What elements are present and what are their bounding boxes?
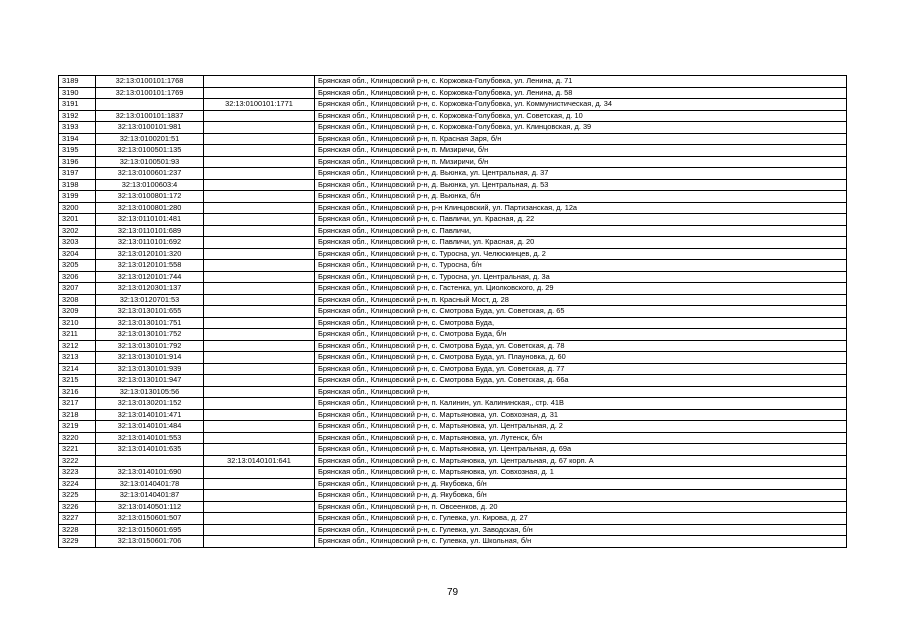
- address-cell: Брянская обл., Клинцовский р-н, п. Мизиричи, б/н: [315, 156, 847, 168]
- address-cell: Брянская обл., Клинцовский р-н, с. Коржовка-Голубовка, ул. Коммунистическая, д. 34: [315, 99, 847, 111]
- table-row: [59, 156, 847, 168]
- table-row: [59, 432, 847, 444]
- cadastral-number-alt-cell: [204, 467, 315, 479]
- cadastral-number-alt-cell: [204, 375, 315, 387]
- table-row: [59, 421, 847, 433]
- address-cell: Брянская обл., Клинцовский р-н, п. Овсеенков, д. 20: [315, 501, 847, 513]
- row-number-cell: 3207: [59, 283, 96, 295]
- row-number-cell: 3229: [59, 536, 96, 548]
- address-cell: Брянская обл., Клинцовский р-н, с. Павличи, ул. Красная, д. 22: [315, 214, 847, 226]
- address-cell: Брянская обл., Клинцовский р-н, с. Смотрова Буда, ул. Советская, д. 65: [315, 306, 847, 318]
- cadastral-number-alt-cell: [204, 352, 315, 364]
- row-number-cell: 3216: [59, 386, 96, 398]
- table-row: [59, 214, 847, 226]
- cadastral-number-cell: 32:13:0150601:695: [96, 524, 204, 536]
- address-cell: Брянская обл., Клинцовский р-н, с. Павличи, ул. Красная, д. 20: [315, 237, 847, 249]
- table-row: [59, 340, 847, 352]
- cadastral-number-cell: 32:13:0140401:87: [96, 490, 204, 502]
- cadastral-number-cell: 32:13:0100801:172: [96, 191, 204, 203]
- address-cell: Брянская обл., Клинцовский р-н, с. Смотрова Буда, ул. Советская, д. 77: [315, 363, 847, 375]
- row-number-cell: 3203: [59, 237, 96, 249]
- row-number-cell: 3224: [59, 478, 96, 490]
- address-cell: Брянская обл., Клинцовский р-н, с. Гулевка, ул. Школьная, б/н: [315, 536, 847, 548]
- cadastral-number-cell: 32:13:0100603:4: [96, 179, 204, 191]
- row-number-cell: 3194: [59, 133, 96, 145]
- row-number-cell: 3219: [59, 421, 96, 433]
- cadastral-number-alt-cell: [204, 202, 315, 214]
- row-number-cell: 3227: [59, 513, 96, 525]
- row-number-cell: 3191: [59, 99, 96, 111]
- address-cell: Брянская обл., Клинцовский р-н, с. Смотрова Буда, ул. Плауновка, д. 60: [315, 352, 847, 364]
- row-number-cell: 3193: [59, 122, 96, 134]
- table-row: [59, 248, 847, 260]
- table-row: [59, 76, 847, 88]
- cadastral-number-cell: 32:13:0140101:484: [96, 421, 204, 433]
- cadastral-number-alt-cell: [204, 421, 315, 433]
- address-cell: Брянская обл., Клинцовский р-н, п. Красная Заря, б/н: [315, 133, 847, 145]
- address-cell: Брянская обл., Клинцовский р-н, с. Туросна, ул. Центральная, д. 3а: [315, 271, 847, 283]
- cadastral-number-alt-cell: [204, 156, 315, 168]
- row-number-cell: 3199: [59, 191, 96, 203]
- cadastral-number-cell: 32:13:0130101:947: [96, 375, 204, 387]
- table-row: [59, 524, 847, 536]
- table-row: [59, 283, 847, 295]
- table-row: [59, 455, 847, 467]
- table-row: [59, 501, 847, 513]
- table-row: [59, 145, 847, 157]
- cadastral-number-cell: 32:13:0100601:237: [96, 168, 204, 180]
- cadastral-number-alt-cell: [204, 179, 315, 191]
- table-row: [59, 329, 847, 341]
- row-number-cell: 3196: [59, 156, 96, 168]
- table-row: [59, 237, 847, 249]
- address-cell: Брянская обл., Клинцовский р-н, с. Мартьяновка, ул. Центральная, д. 67 корп. А: [315, 455, 847, 467]
- cadastral-number-alt-cell: [204, 110, 315, 122]
- cadastral-number-cell: 32:13:0140101:471: [96, 409, 204, 421]
- cadastral-number-cell: 32:13:0130201:152: [96, 398, 204, 410]
- cadastral-number-cell: 32:13:0120101:744: [96, 271, 204, 283]
- cadastral-number-cell: 32:13:0100201:51: [96, 133, 204, 145]
- row-number-cell: 3210: [59, 317, 96, 329]
- cadastral-number-cell: 32:13:0110101:689: [96, 225, 204, 237]
- address-cell: Брянская обл., Клинцовский р-н, с. Смотрова Буда, б/н: [315, 329, 847, 341]
- row-number-cell: 3217: [59, 398, 96, 410]
- address-cell: Брянская обл., Клинцовский р-н, с. Мартьяновка, ул. Центральная, д. 69а: [315, 444, 847, 456]
- table-row: [59, 168, 847, 180]
- address-cell: Брянская обл., Клинцовский р-н, с. Гастенка, ул. Циолковского, д. 29: [315, 283, 847, 295]
- cadastral-number-cell: 32:13:0140101:690: [96, 467, 204, 479]
- table-row: [59, 225, 847, 237]
- cadastral-number-alt-cell: [204, 76, 315, 88]
- address-cell: Брянская обл., Клинцовский р-н,: [315, 386, 847, 398]
- row-number-cell: 3226: [59, 501, 96, 513]
- table-row: [59, 179, 847, 191]
- address-cell: Брянская обл., Клинцовский р-н, с. Мартьяновка, ул. Центральная, д. 2: [315, 421, 847, 433]
- cadastral-number-cell: 32:13:0140101:635: [96, 444, 204, 456]
- table-row: [59, 87, 847, 99]
- table-row: [59, 513, 847, 525]
- cadastral-number-cell: 32:13:0110101:692: [96, 237, 204, 249]
- table-row: [59, 110, 847, 122]
- cadastral-number-cell: 32:13:0130101:914: [96, 352, 204, 364]
- row-number-cell: 3209: [59, 306, 96, 318]
- address-cell: Брянская обл., Клинцовский р-н, д. Вьюнка, ул. Центральная, д. 53: [315, 179, 847, 191]
- address-cell: Брянская обл., Клинцовский р-н, с. Смотрова Буда, ул. Советская, д. 78: [315, 340, 847, 352]
- cadastral-number-alt-cell: [204, 191, 315, 203]
- table-row: [59, 444, 847, 456]
- cadastral-number-cell: 32:13:0130101:751: [96, 317, 204, 329]
- cadastral-number-cell: 32:13:0100101:1769: [96, 87, 204, 99]
- row-number-cell: 3189: [59, 76, 96, 88]
- table-row: [59, 398, 847, 410]
- cadastral-number-alt-cell: [204, 214, 315, 226]
- address-cell: Брянская обл., Клинцовский р-н, с. Мартьяновка, ул. Совхозная, д. 1: [315, 467, 847, 479]
- cadastral-number-alt-cell: [204, 536, 315, 548]
- page-number: 79: [446, 587, 459, 598]
- cadastral-number-alt-cell: [204, 444, 315, 456]
- row-number-cell: 3225: [59, 490, 96, 502]
- table-row: [59, 99, 847, 111]
- cadastral-number-cell: 32:13:0100501:135: [96, 145, 204, 157]
- table-row: [59, 133, 847, 145]
- cadastral-number-alt-cell: [204, 501, 315, 513]
- cadastral-number-cell: 32:13:0100101:981: [96, 122, 204, 134]
- cadastral-number-cell: 32:13:0100501:93: [96, 156, 204, 168]
- address-cell: Брянская обл., Клинцовский р-н, с. Туросна, б/н: [315, 260, 847, 272]
- address-cell: Брянская обл., Клинцовский р-н, п. Красный Мост, д. 28: [315, 294, 847, 306]
- cadastral-number-cell: 32:13:0140501:112: [96, 501, 204, 513]
- cadastral-number-alt-cell: [204, 513, 315, 525]
- cadastral-number-cell: 32:13:0100101:1768: [96, 76, 204, 88]
- address-cell: Брянская обл., Клинцовский р-н, с. Туросна, ул. Челюскинцев, д. 2: [315, 248, 847, 260]
- cadastral-number-cell: 32:13:0130101:655: [96, 306, 204, 318]
- cadastral-number-alt-cell: [204, 122, 315, 134]
- row-number-cell: 3202: [59, 225, 96, 237]
- address-cell: Брянская обл., Клинцовский р-н, с. Коржовка-Голубовка, ул. Советская, д. 10: [315, 110, 847, 122]
- cadastral-number-alt-cell: [204, 260, 315, 272]
- cadastral-number-alt-cell: [204, 432, 315, 444]
- table-row: [59, 363, 847, 375]
- cadastral-number-alt-cell: [204, 271, 315, 283]
- table-row: [59, 202, 847, 214]
- address-cell: Брянская обл., Клинцовский р-н, с. Павличи,: [315, 225, 847, 237]
- cadastral-number-cell: 32:13:0130101:752: [96, 329, 204, 341]
- row-number-cell: 3213: [59, 352, 96, 364]
- row-number-cell: 3218: [59, 409, 96, 421]
- cadastral-number-alt-cell: [204, 145, 315, 157]
- row-number-cell: 3201: [59, 214, 96, 226]
- table-row: [59, 490, 847, 502]
- cadastral-number-alt-cell: [204, 317, 315, 329]
- cadastral-number-alt-cell: [204, 87, 315, 99]
- table-row: [59, 386, 847, 398]
- row-number-cell: 3204: [59, 248, 96, 260]
- row-number-cell: 3206: [59, 271, 96, 283]
- cadastral-number-alt-cell: 32:13:0100101:1771: [204, 99, 315, 111]
- cadastral-number-cell: [96, 455, 204, 467]
- cadastral-number-cell: 32:13:0100801:280: [96, 202, 204, 214]
- table-row: [59, 467, 847, 479]
- cadastral-number-cell: 32:13:0110101:481: [96, 214, 204, 226]
- row-number-cell: 3222: [59, 455, 96, 467]
- cadastral-number-alt-cell: 32:13:0140101:641: [204, 455, 315, 467]
- cadastral-number-alt-cell: [204, 168, 315, 180]
- cadastral-number-cell: 32:13:0150601:507: [96, 513, 204, 525]
- row-number-cell: 3190: [59, 87, 96, 99]
- cadastral-number-cell: 32:13:0120101:320: [96, 248, 204, 260]
- cadastral-number-alt-cell: [204, 386, 315, 398]
- address-cell: Брянская обл., Клинцовский р-н, с. Гулевка, ул. Заводская, б/н: [315, 524, 847, 536]
- table-row: [59, 294, 847, 306]
- address-cell: Брянская обл., Клинцовский р-н, с. Коржовка-Голубовка, ул. Ленина, д. 71: [315, 76, 847, 88]
- cadastral-number-alt-cell: [204, 329, 315, 341]
- row-number-cell: 3198: [59, 179, 96, 191]
- row-number-cell: 3195: [59, 145, 96, 157]
- address-cell: Брянская обл., Клинцовский р-н, с. Смотрова Буда, ул. Советская, д. 66а: [315, 375, 847, 387]
- cadastral-number-cell: [96, 99, 204, 111]
- cadastral-number-alt-cell: [204, 283, 315, 295]
- cadastral-number-cell: 32:13:0140401:78: [96, 478, 204, 490]
- cadastral-number-cell: 32:13:0140101:553: [96, 432, 204, 444]
- table-row: [59, 271, 847, 283]
- table-row: [59, 306, 847, 318]
- address-cell: Брянская обл., Клинцовский р-н, д. Вьюнка, ул. Центральная, д. 37: [315, 168, 847, 180]
- row-number-cell: 3220: [59, 432, 96, 444]
- address-cell: Брянская обл., Клинцовский р-н, п. Мизиричи, б/н: [315, 145, 847, 157]
- address-cell: Брянская обл., Клинцовский р-н, с. Коржовка-Голубовка, ул. Ленина, д. 58: [315, 87, 847, 99]
- cadastral-number-alt-cell: [204, 248, 315, 260]
- cadastral-number-cell: 32:13:0120701:53: [96, 294, 204, 306]
- address-cell: Брянская обл., Клинцовский р-н, д. Вьюнка, б/н: [315, 191, 847, 203]
- cadastral-number-alt-cell: [204, 294, 315, 306]
- row-number-cell: 3215: [59, 375, 96, 387]
- address-cell: Брянская обл., Клинцовский р-н, с. Коржовка-Голубовка, ул. Клинцовская, д. 39: [315, 122, 847, 134]
- cadastral-number-alt-cell: [204, 306, 315, 318]
- row-number-cell: 3197: [59, 168, 96, 180]
- row-number-cell: 3192: [59, 110, 96, 122]
- table-row: [59, 260, 847, 272]
- cadastral-number-cell: 32:13:0120101:558: [96, 260, 204, 272]
- address-cell: Брянская обл., Клинцовский р-н, п. Калинин, ул. Калининская,, стр. 41В: [315, 398, 847, 410]
- cadastral-table: [58, 75, 847, 548]
- address-cell: Брянская обл., Клинцовский р-н, с. Мартьяновка, ул. Лутенск, б/н: [315, 432, 847, 444]
- row-number-cell: 3208: [59, 294, 96, 306]
- table-row: [59, 409, 847, 421]
- cadastral-number-cell: 32:13:0130105:56: [96, 386, 204, 398]
- row-number-cell: 3214: [59, 363, 96, 375]
- cadastral-number-alt-cell: [204, 478, 315, 490]
- table-row: [59, 536, 847, 548]
- cadastral-number-alt-cell: [204, 398, 315, 410]
- cadastral-number-cell: 32:13:0120301:137: [96, 283, 204, 295]
- table-row: [59, 122, 847, 134]
- table-row: [59, 375, 847, 387]
- row-number-cell: 3211: [59, 329, 96, 341]
- cadastral-number-alt-cell: [204, 409, 315, 421]
- cadastral-number-alt-cell: [204, 490, 315, 502]
- row-number-cell: 3228: [59, 524, 96, 536]
- table-row: [59, 191, 847, 203]
- cadastral-number-alt-cell: [204, 363, 315, 375]
- cadastral-number-alt-cell: [204, 340, 315, 352]
- address-cell: Брянская обл., Клинцовский р-н, с. Гулевка, ул. Кирова, д. 27: [315, 513, 847, 525]
- cadastral-number-cell: 32:13:0150601:706: [96, 536, 204, 548]
- cadastral-number-cell: 32:13:0130101:939: [96, 363, 204, 375]
- cadastral-number-cell: 32:13:0100101:1837: [96, 110, 204, 122]
- row-number-cell: 3205: [59, 260, 96, 272]
- table-row: [59, 352, 847, 364]
- row-number-cell: 3212: [59, 340, 96, 352]
- cadastral-number-cell: 32:13:0130101:792: [96, 340, 204, 352]
- row-number-cell: 3221: [59, 444, 96, 456]
- row-number-cell: 3223: [59, 467, 96, 479]
- address-cell: Брянская обл., Клинцовский р-н, р-н Клинцовский, ул. Партизанская, д. 12а: [315, 202, 847, 214]
- address-cell: Брянская обл., Клинцовский р-н, д. Якубовка, б/н: [315, 490, 847, 502]
- address-cell: Брянская обл., Клинцовский р-н, д. Якубовка, б/н: [315, 478, 847, 490]
- table-row: [59, 478, 847, 490]
- address-cell: Брянская обл., Клинцовский р-н, с. Смотрова Буда,: [315, 317, 847, 329]
- row-number-cell: 3200: [59, 202, 96, 214]
- cadastral-number-alt-cell: [204, 237, 315, 249]
- cadastral-number-alt-cell: [204, 524, 315, 536]
- cadastral-number-alt-cell: [204, 133, 315, 145]
- table-row: [59, 317, 847, 329]
- cadastral-number-alt-cell: [204, 225, 315, 237]
- table-body: [59, 76, 847, 548]
- address-cell: Брянская обл., Клинцовский р-н, с. Мартьяновка, ул. Совхозная, д. 31: [315, 409, 847, 421]
